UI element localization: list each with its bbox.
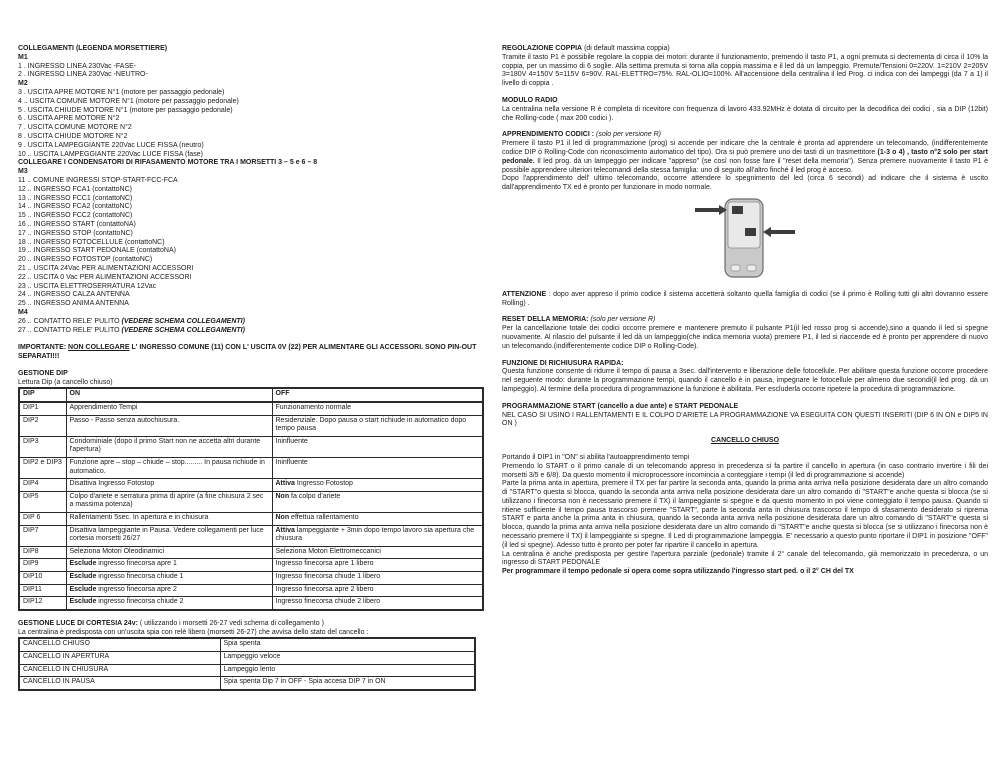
off-cell: Funzionamento normale: [272, 402, 483, 415]
on-cell: Condominiale (dopo il primo Start non ne accetta altri durante l'apertura): [66, 436, 272, 457]
terminal-item: 15 .. INGRESSO FCC2 (contattoNC): [18, 212, 133, 220]
section-programmazione-start: [502, 403, 988, 429]
on-cell: Apprendimento Tempi: [66, 402, 272, 415]
dip-table-row: [19, 479, 483, 492]
reset-body: Per la cancellazione totale dei codici occorre premere e mantenere premuto il pulsante P1(il led rosso prog si accende),sino a quando il led si spegne nuovamente. Al rilascio del pulsante il led dà un lampeggio(che indica memoria vuota) premere P1, il led si riaccende ed è pronto per apprendere di nuovo un telecomando.(indifferentemente codice DIP o Rolling-Code).: [502, 325, 988, 350]
terminal-item: 24 .. INGRESSO CALZA ANTENNA: [18, 291, 130, 299]
dip-col-header: DIP: [19, 388, 66, 402]
m4-label: M4: [18, 308, 28, 316]
on-cell: Passo - Passo senza autochiusura.: [66, 415, 272, 436]
m2-list: [18, 89, 484, 159]
dip-cell: DIP5: [19, 491, 66, 512]
terminal-item: 23 .. USCITA ELETTROSERRATURA 12Vac: [18, 282, 157, 290]
dip-table-row: [19, 491, 483, 512]
left-column: [18, 45, 484, 691]
terminal-item: 18 .. INGRESSO FOTOCELLULE (contattoNC): [18, 238, 165, 246]
dip-cell: DIP12: [19, 597, 66, 610]
cancello-p3: Parte la prima anta in apertura, premere il TX per far partire la seconda anta, quando la prima anta arriva nella posizione desiderata dare un altro comando di "START"o questa si blocca, quando la seconda anta arriva nella posizione desiderata dare un altro comando di "START"e anche questa si blocca (se si utilizzano i finecorsa non è necessario premere il TX) il lampeggiante si spegne e da questo momento in poi viene conteggiato il tempo pausa. Quando si ritiene sufficiente il tempo pausa trascorso premere "START", parte la seconda anta in chiusura trascorso il tempo di sfasamento desiderato si riprema START e parta anche la prima anta in chiusura, quando la seconda anta arriva nella posizione desiderata dare un altro comando di "START"e questa si blocca, quando la prima anta arriva nella posizione desiderata dare un altro comando di "START"e anche questa si blocca (se si utilizzano i finecorsa non è necessario premere il TX) il lampeggiante si spegne. Il Led di programmazione lampeggia. E' necessario a questo punto riportare il DIP1 in posizione "OFF"(il led si spegne). Adesso tutto è pronto per poter far ripartire il cancello in apertura.: [502, 480, 988, 549]
dip-table-row: [19, 571, 483, 584]
terminal-item: 17 .. INGRESSO STOP (contattoNC): [18, 229, 133, 237]
progstart-title: PROGRAMMAZIONE START (cancello a due ante) e START PEDONALE: [502, 402, 739, 410]
on-cell: Colpo d'ariete e serratura prima di aprire (a fine chiusura 2 sec a massima potenza): [66, 491, 272, 512]
dip-cell: DIP9: [19, 559, 66, 572]
off-cell: Ininfluente: [272, 436, 483, 457]
on-col-header: ON: [66, 388, 272, 402]
luce-table-row: [19, 677, 475, 690]
terminal-item: 20 .. INGRESSO FOTOSTOP (contattoNC): [18, 256, 153, 264]
dip-table-row: [19, 584, 483, 597]
terminal-item: 25 .. INGRESSO ANIMA ANTENNA: [18, 300, 129, 308]
off-cell: Ingresso finecorsa apre 1 libero: [272, 559, 483, 572]
dip-table: [18, 387, 484, 610]
on-cell: Esclude ingresso finecorsa apre 2: [66, 584, 272, 597]
dip-table-row: [19, 402, 483, 415]
dip-table-row: [19, 546, 483, 559]
section-modulo-radio: [502, 97, 988, 123]
dip-cell: DIP11: [19, 584, 66, 597]
off-cell: Seleziona Motori Elettromeccanici: [272, 546, 483, 559]
luce-table-row: [19, 664, 475, 677]
gate-state-cell: CANCELLO IN PAUSA: [19, 677, 220, 690]
section-apprendimento-codici: [502, 131, 988, 308]
reset-title: RESET DELLA MEMORIA: (solo per versione R): [502, 316, 656, 324]
cancello-p4: La centralina è anche predisposta per gestire l'apertura parziale (pedonale) tramite il 2° canale del telecomando, già memorizzato in precedenza, o un ingresso di START PEDONALE: [502, 550, 988, 567]
dip-table-row: [19, 525, 483, 546]
luce-table: [18, 637, 476, 690]
dip-table-row: [19, 597, 483, 610]
richiusura-title: FUNZIONE DI RICHIUSURA RAPIDA:: [502, 359, 624, 367]
terminal-item: 26 .. CONTATTO RELE' PULITO (VEDERE SCHEMA COLLEGAMENTI): [18, 317, 245, 325]
progstart-body: NEL CASO SI USINO I RALLENTAMENTI E IL COLPO D'ARIETE LA PROGRAMMAZIONE VA ESEGUITA CON QUESTI INSERITI (DIP 6 IN ON e DIP5 IN ON ): [502, 411, 988, 428]
luce-title: GESTIONE LUCE DI CORTESIA 24v: ( utilizzando i morsetti 26-27 vedi schema di collegamento ): [18, 619, 324, 627]
section-regolazione-coppia: [502, 45, 988, 89]
m2-label: M2: [18, 80, 28, 88]
off-col-header: OFF: [272, 388, 483, 402]
dip-cell: DIP4: [19, 479, 66, 492]
dip-title: GESTIONE DIP: [18, 369, 68, 377]
dip-table-row: [19, 559, 483, 572]
on-cell: Esclude ingresso finecorsa apre 1: [66, 559, 272, 572]
dip-cell: DIP2: [19, 415, 66, 436]
terminal-item: 19 .. INGRESSO START PEDONALE (contattoNA): [18, 247, 176, 255]
on-cell: Disattiva Ingresso Fotostop: [66, 479, 272, 492]
on-cell: Seleziona Motori Oleodinamici: [66, 546, 272, 559]
terminal-item: 13 .. INGRESSO FCC1 (contattoNC): [18, 194, 133, 202]
off-cell: Non effettua rallentamento: [272, 513, 483, 526]
off-cell: Ingresso finecorsa apre 2 libero: [272, 584, 483, 597]
terminal-item: 7 . USCITA COMUNE MOTORE N°2: [18, 124, 132, 132]
coppia-title: REGOLAZIONE COPPIA (di default massima coppia): [502, 45, 670, 52]
dip-table-row: [19, 436, 483, 457]
dip-cell: DIP2 e DIP3: [19, 458, 66, 479]
lamp-state-cell: Spia spenta Dip 7 in OFF - Spia accesa DIP 7 in ON: [220, 677, 475, 690]
dip-cell: DIP3: [19, 436, 66, 457]
condensatori-note: COLLEGARE I CONDENSATORI DI RIFASAMENTO MOTORE TRA I MORSETTI 3 – 5 e 6 – 8: [18, 159, 318, 167]
terminal-item: 1 . INGRESSO LINEA 230Vac -FASE-: [18, 62, 137, 70]
off-cell: Non fa colpo d'ariete: [272, 491, 483, 512]
luce-subtitle: La centralina è predisposta con un'uscita spia con relè libero (morsetti 26-27) che avvisa dello stato del cancello :: [18, 628, 369, 636]
luce-table-row: [19, 651, 475, 664]
attenzione-note: ATTENZIONE : dopo aver appreso il primo codice il sistema accetterà soltanto quella famiglia di codici (se il primo è Rolling tutti gli altri dovranno essere Rolling) .: [502, 290, 988, 307]
richiusura-body: Questa funzione consente di ridurre il tempo di pausa a 3sec. dall'intervento e liberazione delle fotocellule. Per abilitare questa funzione occorre procedere nel seguente modo: durante la programmazione tempi, quando il cancello è in pausa, impegnare le fotocellule per almeno due secondi(il led prog. dà un lampeggio). Al termine della procedura di programmazione la funzione è abilitata. Per escluderla occorre ripetere la procedura di programmazione.: [502, 368, 988, 393]
dip-cell: DIP 6: [19, 513, 66, 526]
off-cell: Attiva lampeggiante + 3min dopo tempo lavoro sia apertura che chiusura: [272, 525, 483, 546]
gate-state-cell: CANCELLO CHIUSO: [19, 638, 220, 651]
remote-control-icon: [681, 197, 809, 281]
remote-figure: [502, 197, 988, 285]
gate-state-cell: CANCELLO IN CHIUSURA: [19, 664, 220, 677]
legend-title: COLLEGAMENTI (LEGENDA MORSETTIERE): [18, 45, 168, 52]
codici-p1: Premere il tasto P1 il led di programmazione (prog) si accende per indicare che la centrale è pronta ad apprendere un telecomando, (indifferentemente codice DIP ò Rolling-Code con riconoscimento automatico del tipo). Ora si può premere uno dei tasti di un trasmettitore (1-3 o 4) , tasto n°2 solo per start pedonale. Il led prog. dà un lampeggio per indicare "appreso" (se così non fosse fare il "reset della memoria"). Senza premere nuovamente il tasto P1 è possibile apprendere ulteriori telecomandi della stessa famiglia: uno di seguito all'altro finché il led prog è acceso.: [502, 140, 988, 174]
dip-cell: DIP1: [19, 402, 66, 415]
cancello-p5: Per programmare il tempo pedonale si opera come sopra utilizzando l'ingresso start ped. o il 2° CH del TX: [502, 568, 854, 576]
gate-state-cell: CANCELLO IN APERTURA: [19, 651, 220, 664]
m1-list: [18, 63, 484, 81]
coppia-body: Tramite il tasto P1 è possibile regolare la coppia dei motori: durante il funzionamento, premendo il tasto P1, a ogni premuta si decrementa di circa il 10% la coppia, per un massimo di 6 soglie. Alla settima premuta si torna alla coppia massima e il led dà un lampeggio. Premute/Tensioni 0=220V. 1=210V 2=205V 3=180V 4=150V 5=115V 6=90V. RAL-ELETTRO=75%. RAL-OLIO=100%. All'accensione della centralina il led Prog. ci indica con dei lampeggi (da 7 a 1) il livello di coppia .: [502, 53, 988, 88]
on-cell: Esclude ingresso finecorsa chiude 2: [66, 597, 272, 610]
terminal-item: 6 . USCITA APRE MOTORE N°2: [18, 115, 120, 123]
on-cell: Rallentamenti 5sec. In apertura e in chiusura: [66, 513, 272, 526]
dip-cell: DIP10: [19, 571, 66, 584]
luce-table-row: [19, 638, 475, 651]
off-cell: Ingresso finecorsa chiude 1 libero: [272, 571, 483, 584]
m4-list: [18, 318, 484, 336]
importante-note: IMPORTANTE: NON COLLEGARE L' INGRESSO COMUNE (11) CON L' USCITA 0V (22) PER ALIMENTARE GLI ACCESSORI. SONO PIN-OUT SEPARATI!!!: [18, 344, 477, 361]
on-cell: Disattiva lampeggiante in Pausa. Vedere collegamenti per luce cortesia morsetti 26/27: [66, 525, 272, 546]
cancello-chiuso-heading: CANCELLO CHIUSO: [710, 437, 780, 445]
importante-underlined: NON COLLEGARE: [68, 344, 130, 352]
m3-list: [18, 177, 484, 309]
terminal-item: 22 .. USCITA 0 Vac PER ALIMENTAZIONI ACCESSORI: [18, 273, 192, 281]
terminal-item: 5 . USCITA CHIUDE MOTORE N°1 (motore per passaggio pedonale): [18, 106, 233, 114]
dip-table-row: [19, 513, 483, 526]
right-column: [502, 45, 988, 577]
section-richiusura-rapida: [502, 360, 988, 395]
terminal-item: 14 .. INGRESSO FCA2 (contattoNC): [18, 203, 132, 211]
radio-body: La centralina nella versione R è completa di ricevitore con frequenza di lavoro 433.92MHz è dotata di circuito per la decodifica dei codici , sia a DIP (12bit) che Rolling-code ( max 200 codici ).: [502, 105, 988, 122]
m1-label: M1: [18, 53, 28, 61]
cancello-p1: Portando il DIP1 in "ON" si abilita l'autoapprendimento tempi: [502, 453, 690, 461]
section-reset-memoria: [502, 316, 988, 351]
terminal-item: 12 .. INGRESSO FCA1 (contattoNC): [18, 185, 132, 193]
codici-title: APPRENDIMENTO CODICI : (solo per versione R): [502, 131, 661, 139]
on-cell: Esclude ingresso finecorsa chiude 1: [66, 571, 272, 584]
lamp-state-cell: Lampeggio lento: [220, 664, 475, 677]
codici-p2: Dopo l'apprendimento dell' ultimo telecomando, occorre attendere lo spegnimento del led (circa 6 secondi) ad indicare che il sistema è uscito dall'apprendimento TX ed è pronto per funzionare in modo normale.: [502, 175, 988, 192]
off-cell: Attiva Ingresso Fotostop: [272, 479, 483, 492]
m3-label: M3: [18, 168, 28, 176]
dip-table-row: [19, 415, 483, 436]
terminal-item: 9 . USCITA LAMPEGGIANTE 220Vac LUCE FISSA (neutro): [18, 141, 204, 149]
cancello-p2: Premendo lo START o il primo canale di un telecomando appreso in precedenza si fa partire il cancello in apertura (in caso contrario invertire i fili dei morsetti 3/5 e 6/8). Da questo momento il microprocessore incomincia a conteggiare i tempi (il led di programmazione si accende): [502, 462, 988, 479]
terminal-item: 21 .. USCITA 24Vac PER ALIMENTAZIONI ACCESSORI: [18, 264, 194, 272]
section-cancello-chiuso: [502, 454, 988, 577]
terminal-item: 27 .. CONTATTO RELE' PULITO (VEDERE SCHEMA COLLEGAMENTI): [18, 326, 245, 334]
off-cell: Ininfluente: [272, 458, 483, 479]
terminal-item: 3 . USCITA APRE MOTORE N°1 (motore per passaggio pedonale): [18, 88, 225, 96]
dip-cell: DIP7: [19, 525, 66, 546]
lamp-state-cell: Lampeggio veloce: [220, 651, 475, 664]
dip-table-header: [19, 388, 483, 402]
terminal-item: 4 .. USCITA COMUNE MOTORE N°1 (motore per passaggio pedonale): [18, 97, 239, 105]
terminal-item: 2 . INGRESSO LINEA 230Vac -NEUTRO-: [18, 71, 148, 79]
on-cell: Funzione apre – stop – chiude – stop......... In pausa richiude in automatico.: [66, 458, 272, 479]
dip-cell: DIP8: [19, 546, 66, 559]
terminal-item: 11 .. COMUNE INGRESSI STOP-START-FCC-FCA: [18, 176, 178, 184]
off-cell: Ingresso finecorsa chiude 2 libero: [272, 597, 483, 610]
terminal-item: 10 .. USCITA LAMPEGGIANTE 220Vac LUCE FISSA (fase): [18, 150, 203, 158]
dip-subtitle: Lettura Dip (a cancello chiuso): [18, 378, 113, 386]
off-cell: Residenziale. Dopo pausa o start richiude in automatico dopo tempo pausa: [272, 415, 483, 436]
radio-title: MODULO RADIO: [502, 96, 558, 104]
lamp-state-cell: Spia spenta: [220, 638, 475, 651]
terminal-item: 16 .. INGRESSO START (contattoNA): [18, 220, 136, 228]
dip-table-row: [19, 458, 483, 479]
terminal-item: 8 . USCITA CHIUDE MOTORE N°2: [18, 132, 128, 140]
